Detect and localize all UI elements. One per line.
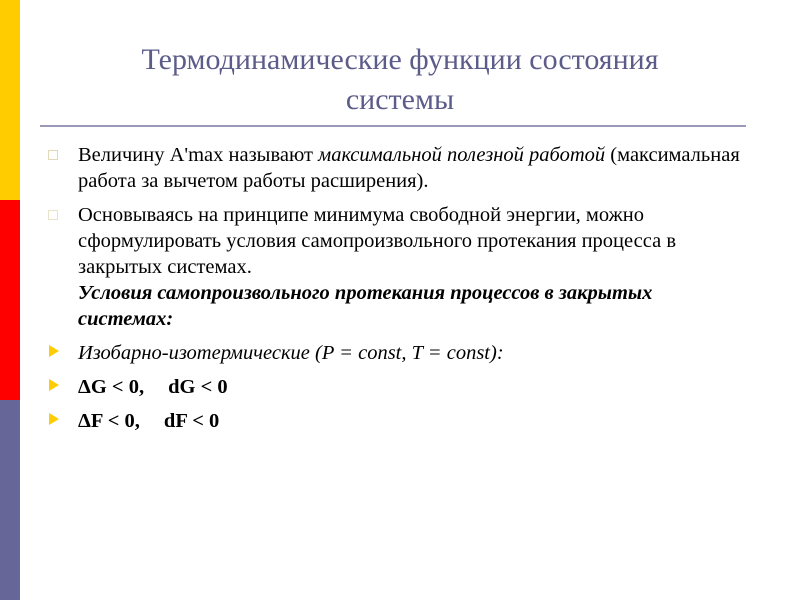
bullet-item-5 <box>48 408 748 434</box>
helmholtz-condition-differential: dF < 0 <box>163 410 220 432</box>
square-bullet-icon <box>48 210 58 220</box>
arrow-bullet-icon <box>49 345 59 357</box>
item-2-conditions-heading: Условия самопроизвольного протекания процессов в закрытых системах: <box>78 282 653 330</box>
item-2-text: Основываясь на принципе минимума свободной энергии, можно сформулировать условия самопроизвольного протекания процесса в закрытых системах. <box>78 204 676 278</box>
item-3-text: Изобарно-изотермические (P = const, T = const): <box>78 342 504 364</box>
slide-title-line2: системы <box>345 83 455 116</box>
bullet-item-1 <box>48 142 748 194</box>
slide-title-line1: Термодинамические функции состояния <box>141 43 659 76</box>
slide-title <box>60 40 740 120</box>
bullet-item-4 <box>48 374 748 400</box>
square-bullet-icon <box>48 150 58 160</box>
slide-body <box>48 142 748 442</box>
side-stripe-purple <box>0 400 20 600</box>
helmholtz-condition-delta: ΔF < 0, <box>78 410 140 432</box>
arrow-bullet-icon <box>49 413 59 425</box>
gibbs-condition-differential: dG < 0 <box>168 376 228 398</box>
bullet-item-3 <box>48 340 748 366</box>
bullet-item-2 <box>48 202 748 332</box>
arrow-bullet-icon <box>49 379 59 391</box>
item-1-term: максимальной полезной работой <box>318 144 606 166</box>
side-stripe-red <box>0 200 20 400</box>
side-stripe-yellow <box>0 0 20 200</box>
gibbs-condition-delta: ΔG < 0, <box>78 376 145 398</box>
item-1-text-end: (максимальная работа за вычетом работы расширения). <box>78 144 740 192</box>
item-1-text: Величину A'max называют <box>78 144 319 166</box>
title-divider <box>40 125 746 127</box>
